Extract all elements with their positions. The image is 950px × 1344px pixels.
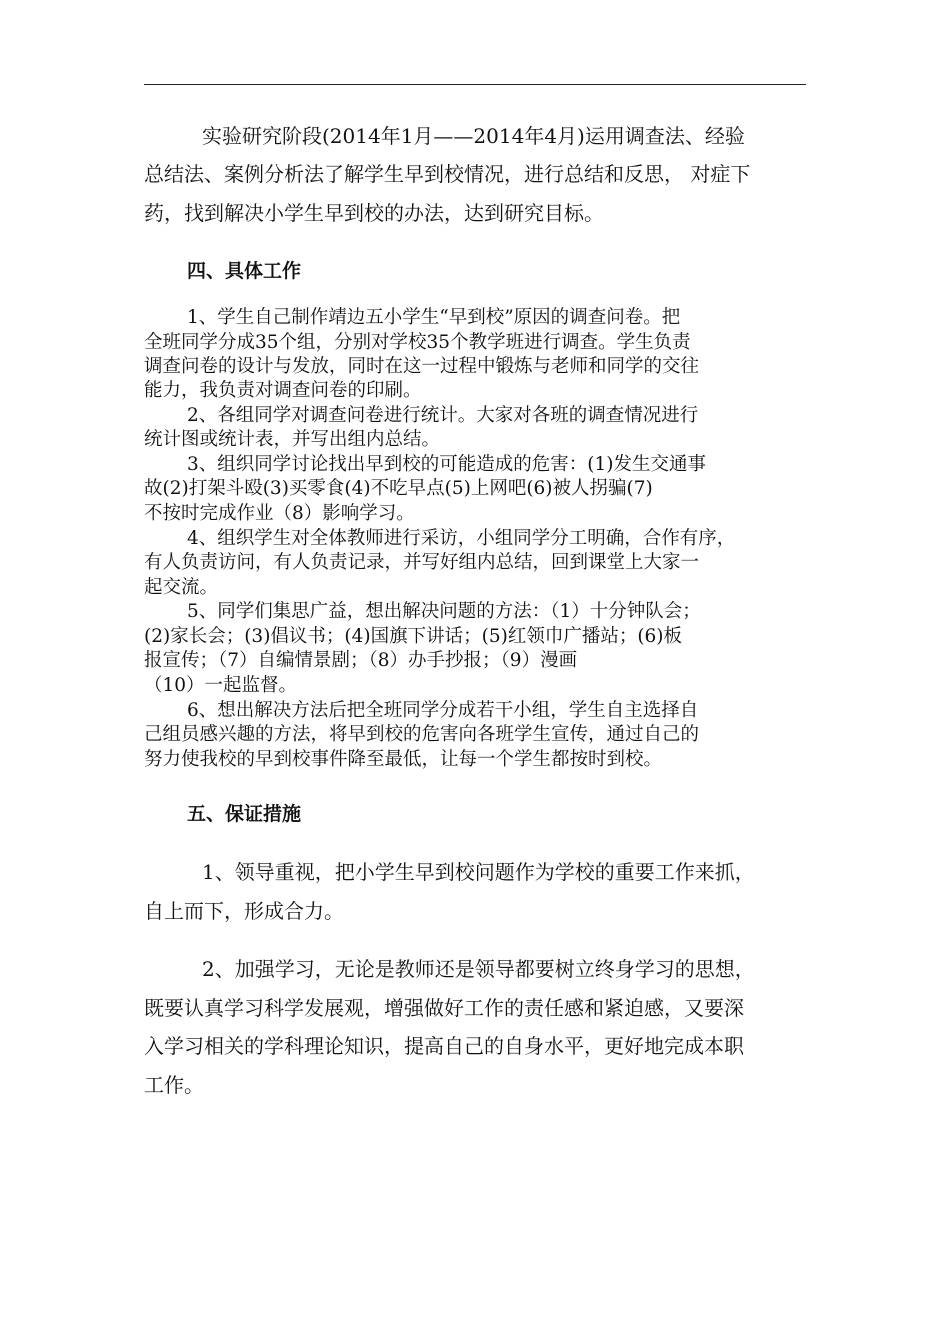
section-4-line: 4、组织学生对全体教师进行采访，小组同学分工明确，合作有序， (187, 528, 736, 549)
section-4-line: 能力，我负责对调查问卷的印刷。 (144, 380, 422, 401)
section-5-line: 入学习相关的学科理论知识，提高自己的自身水平，更好地完成本职 (144, 1034, 744, 1058)
section-5-line: 自上而下，形成合力。 (144, 899, 344, 923)
section-5-heading: 五、保证措施 (187, 803, 302, 825)
header-rule (144, 84, 806, 85)
section-4-line: 己组员感兴趣的方法，将早到校的危害向各班学生宣传，通过自己的 (144, 724, 700, 745)
section-4-line: 3、组织同学讨论找出早到校的可能造成的危害：(1)发生交通事 (187, 454, 706, 475)
stage-line-3: 药，找到解决小学生早到校的办法，达到研究目标。 (144, 201, 604, 225)
stage-line-2: 总结法、案例分析法了解学生早到校情况，进行总结和反思， 对症下 (144, 162, 751, 186)
section-4-line: 有人负责访问，有人负责记录，并写好组内总结，回到课堂上大家一 (144, 552, 700, 573)
section-4-line: 1、学生自己制作靖边五小学生“早到校”原因的调查问卷。把 (187, 307, 681, 328)
section-4-line: 全班同学分成35个组，分别对学校35个教学班进行调查。学生负责 (144, 332, 691, 353)
section-5-line: 2、加强学习，无论是教师还是领导都要树立终身学习的思想， (202, 957, 755, 981)
stage-line-1: 实验研究阶段(2014年1月——2014年4月)运用调查法、经验 (202, 124, 745, 148)
section-4-line: 报宣传；（7）自编情景剧；（8）办手抄报；（9）漫画 (144, 650, 578, 671)
section-4-line: 6、想出解决方法后把全班同学分成若干小组，学生自主选择自 (187, 700, 699, 721)
section-4-line: (2)家长会；(3)倡议书；(4)国旗下讲话；(5)红领巾广播站；(6)板 (144, 626, 683, 647)
section-5-line: 既要认真学习科学发展观，增强做好工作的责任感和紧迫感，又要深 (144, 996, 744, 1020)
section-4-line: 不按时完成作业（8）影响学习。 (144, 503, 415, 524)
section-4-line: 5、同学们集思广益，想出解决问题的方法：（1）十分钟队会； (187, 601, 701, 622)
section-4-line: 2、各组同学对调查问卷进行统计。大家对各班的调查情况进行 (187, 405, 699, 426)
section-4-line: 努力使我校的早到校事件降至最低，让每一个学生都按时到校。 (144, 749, 663, 770)
section-4-line: 起交流。 (144, 577, 219, 598)
section-4-line: 故(2)打架斗殴(3)买零食(4)不吃早点(5)上网吧(6)被人拐骗(7) (144, 478, 653, 499)
section-4-heading: 四、具体工作 (187, 260, 302, 282)
section-5-line: 工作。 (144, 1073, 204, 1097)
section-5-line: 1、领导重视，把小学生早到校问题作为学校的重要工作来抓， (202, 860, 755, 884)
section-4-line: 调查问卷的设计与发放，同时在这一过程中锻炼与老师和同学的交往 (144, 356, 700, 377)
section-4-line: （10）一起监督。 (144, 675, 298, 696)
section-4-line: 统计图或统计表，并写出组内总结。 (144, 429, 441, 450)
